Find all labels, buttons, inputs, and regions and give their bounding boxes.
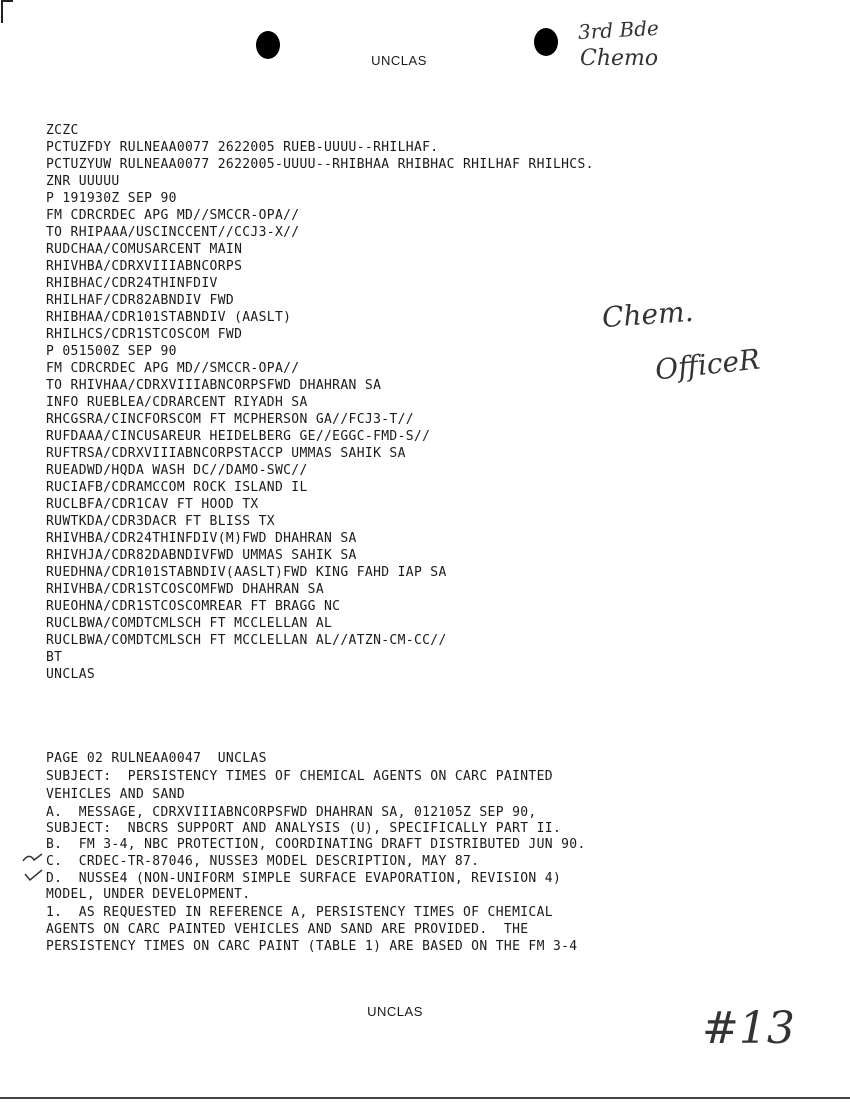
handwritten-officer-note: OfficeR — [653, 342, 762, 387]
message-line: RHCGSRA/CINCFORSCOM FT MCPHERSON GA//FCJ3-T// — [46, 412, 414, 427]
message-line: P 191930Z SEP 90 — [46, 191, 177, 206]
handwritten-chemo-note: Chemo — [580, 46, 659, 71]
message-line: RUCLBFA/CDR1CAV FT HOOD TX — [46, 497, 259, 512]
message-line: FM CDRCRDEC APG MD//SMCCR-OPA// — [46, 361, 300, 376]
scan-edge-mark — [0, 0, 14, 24]
punch-hole-right — [534, 28, 558, 56]
check-mark-icon — [22, 868, 44, 882]
message-line: RUEADWD/HQDA WASH DC//DAMO-SWC// — [46, 463, 308, 478]
message-line: INFO RUEBLEA/CDRARCENT RIYADH SA — [46, 395, 308, 410]
classification-top: UNCLAS — [371, 53, 427, 68]
message-line: P 051500Z SEP 90 — [46, 344, 177, 359]
body-line: MODEL, UNDER DEVELOPMENT. — [46, 887, 251, 902]
message-line: PCTUZFDY RULNEAA0077 2622005 RUEB-UUUU--RHILHAF. — [46, 140, 439, 155]
message-line: UNCLAS — [46, 667, 96, 682]
body-line: SUBJECT: NBCRS SUPPORT AND ANALYSIS (U), SPECIFICALLY PART II. — [46, 821, 562, 836]
message-line: RUFTRSA/CDRXVIIIABNCORPSTACCP UMMAS SAHIK SA — [46, 446, 406, 461]
message-line: TO RHIPAAA/USCINCCENT//CCJ3-X// — [46, 225, 300, 240]
message-line: FM CDRCRDEC APG MD//SMCCR-OPA// — [46, 208, 300, 223]
body-line: PERSISTENCY TIMES ON CARC PAINT (TABLE 1) ARE BASED ON THE FM 3-4 — [46, 939, 578, 954]
body-line: 1. AS REQUESTED IN REFERENCE A, PERSISTENCY TIMES OF CHEMICAL — [46, 905, 553, 920]
body-line: SUBJECT: PERSISTENCY TIMES OF CHEMICAL AGENTS ON CARC PAINTED — [46, 769, 553, 784]
body-line: B. FM 3-4, NBC PROTECTION, COORDINATING DRAFT DISTRIBUTED JUN 90. — [46, 837, 586, 852]
message-line: TO RHIVHAA/CDRXVIIIABNCORPSFWD DHAHRAN SA — [46, 378, 382, 393]
message-line: RUCLBWA/COMDTCMLSCH FT MCCLELLAN AL//ATZN-CM-CC// — [46, 633, 447, 648]
message-line: RUWTKDA/CDR3DACR FT BLISS TX — [46, 514, 275, 529]
bottom-divider — [0, 1097, 850, 1099]
handwritten-unit-note: 3rd Bde — [577, 15, 660, 45]
body-line: A. MESSAGE, CDRXVIIIABNCORPSFWD DHAHRAN SA, 012105Z SEP 90, — [46, 805, 537, 820]
message-line: BT — [46, 650, 63, 665]
message-line: RHIVHBA/CDR24THINFDIV(M)FWD DHAHRAN SA — [46, 531, 357, 546]
message-line: PCTUZYUW RULNEAA0077 2622005-UUUU--RHIBHAA RHIBHAC RHILHAF RHILHCS. — [46, 157, 594, 172]
handwritten-chem-note: Chem. — [600, 294, 695, 335]
message-line: RHIBHAC/CDR24THINFDIV — [46, 276, 218, 291]
message-line: ZNR UUUUU — [46, 174, 120, 189]
message-line: RHIVHBA/CDRXVIIIABNCORPS — [46, 259, 243, 274]
message-line: RUEOHNA/CDR1STCOSCOMREAR FT BRAGG NC — [46, 599, 341, 614]
message-line: RUEDHNA/CDR101STABNDIV(AASLT)FWD KING FAHD IAP SA — [46, 565, 447, 580]
message-line: RHILHCS/CDR1STCOSCOM FWD — [46, 327, 243, 342]
message-line: RUCIAFB/CDRAMCCOM ROCK ISLAND IL — [46, 480, 308, 495]
body-line: AGENTS ON CARC PAINTED VEHICLES AND SAND ARE PROVIDED. THE — [46, 922, 529, 937]
message-line: RUDCHAA/COMUSARCENT MAIN — [46, 242, 243, 257]
message-line: RUCLBWA/COMDTCMLSCH FT MCCLELLAN AL — [46, 616, 333, 631]
message-line: RHIVHJA/CDR82DABNDIVFWD UMMAS SAHIK SA — [46, 548, 357, 563]
punch-hole-left — [256, 31, 280, 59]
message-line: RUFDAAA/CINCUSAREUR HEIDELBERG GE//EGGC-FMD-S// — [46, 429, 431, 444]
body-line: C. CRDEC-TR-87046, NUSSE3 MODEL DESCRIPTION, MAY 87. — [46, 854, 480, 869]
body-line: D. NUSSE4 (NON-UNIFORM SIMPLE SURFACE EVAPORATION, REVISION 4) — [46, 871, 562, 886]
body-line: PAGE 02 RULNEAA0047 UNCLAS — [46, 751, 267, 766]
check-mark-icon — [22, 851, 44, 865]
handwritten-page-number: #13 — [702, 1003, 795, 1054]
message-line: RHIVHBA/CDR1STCOSCOMFWD DHAHRAN SA — [46, 582, 325, 597]
body-line: VEHICLES AND SAND — [46, 787, 186, 802]
message-line: ZCZC — [46, 123, 79, 138]
message-line: RHIBHAA/CDR101STABNDIV (AASLT) — [46, 310, 292, 325]
message-line: RHILHAF/CDR82ABNDIV FWD — [46, 293, 235, 308]
classification-bottom: UNCLAS — [367, 1004, 423, 1019]
